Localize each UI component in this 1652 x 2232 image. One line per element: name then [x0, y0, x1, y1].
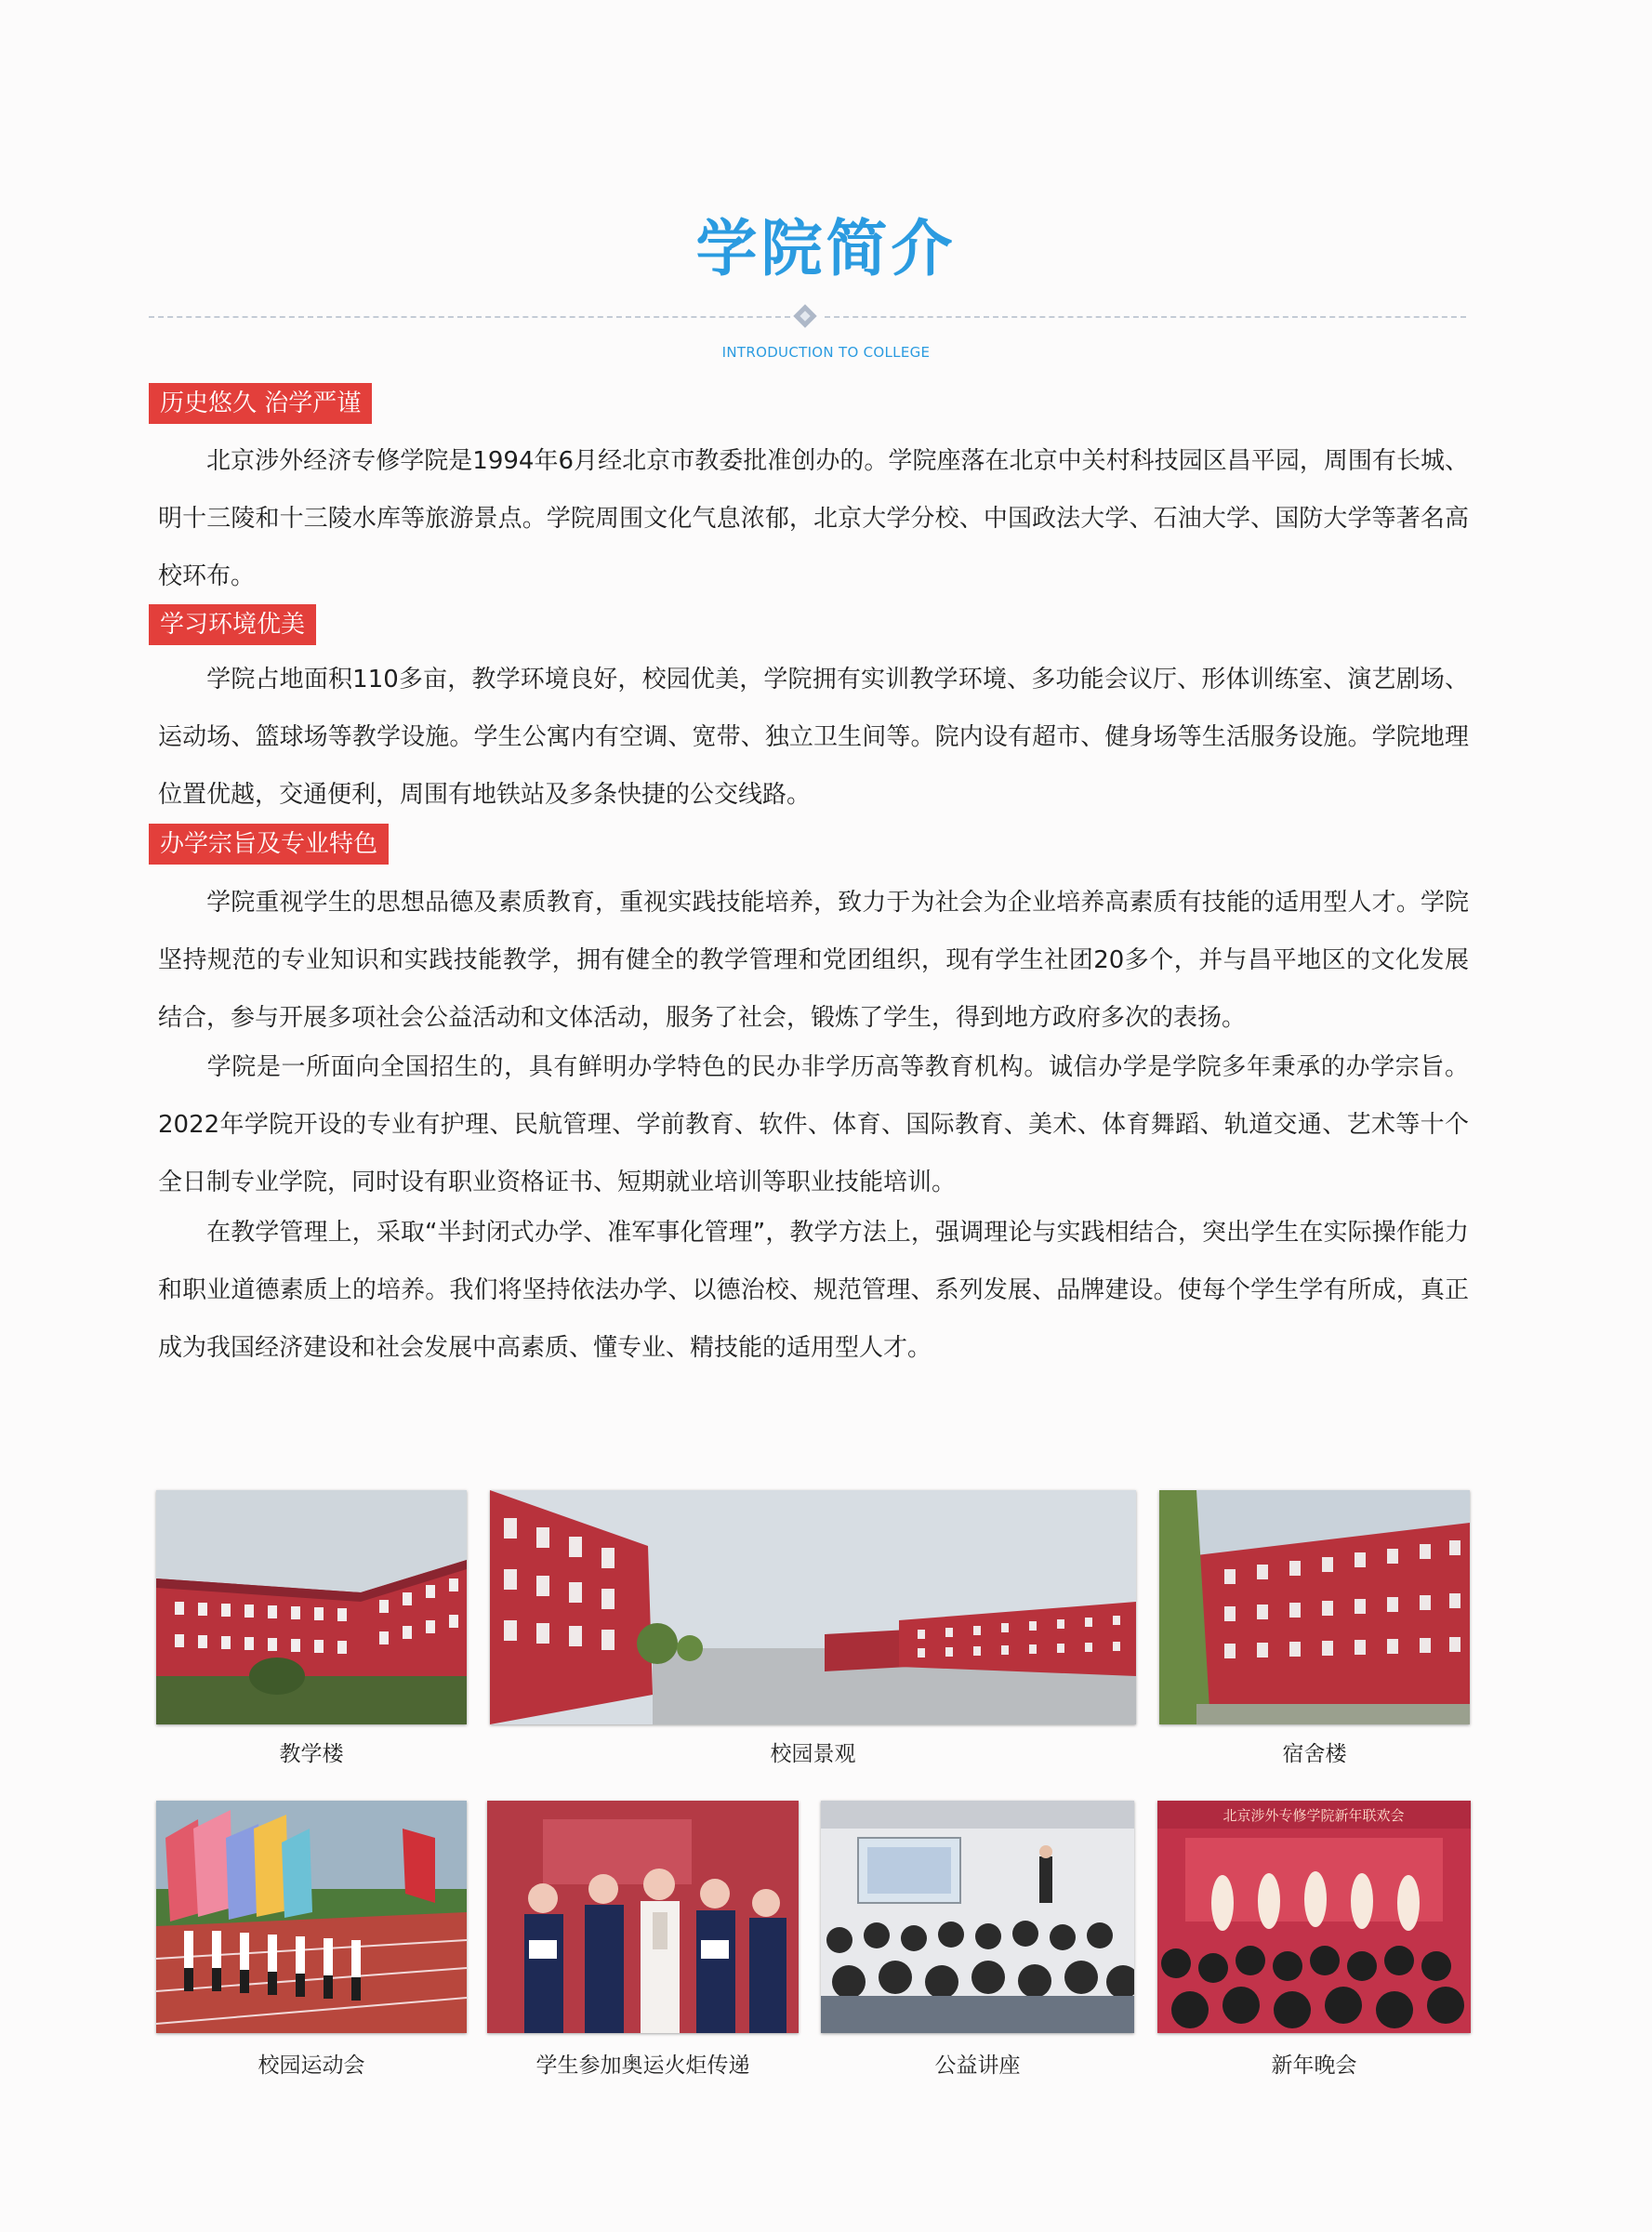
photo-caption: 校园景观: [770, 1742, 856, 1766]
section-paragraph: [158, 1204, 1469, 1377]
photo-new-year-party: [1157, 1801, 1471, 2033]
title-divider-right: [825, 316, 1466, 318]
section-paragraph: [158, 432, 1469, 605]
photo-public-lecture: [821, 1801, 1134, 2033]
photo-caption: 公益讲座: [934, 2054, 1021, 2078]
paragraph-text: 学院占地面积110多亩，教学环境良好，校园优美，学院拥有实训教学环境、多功能会议厅、形体训练室、演艺剧场、运动场、篮球场等教学设施。学生公寓内有空调、宽带、独立卫生间等。院内设有超市、健身场等生活服务设施。学院地理位置优越，交通便利，周围有地铁站及多条快捷的公交线路。: [158, 666, 1469, 809]
photo-teaching-building: [156, 1490, 467, 1724]
page-subtitle: INTRODUCTION TO COLLEGE: [721, 344, 931, 361]
photo-caption: 学生参加奥运火炬传递: [535, 2054, 750, 2078]
section-paragraph: [158, 1038, 1469, 1211]
section-tag-mission: 办学宗旨及专业特色: [149, 824, 389, 865]
page-title: 学院简介: [695, 213, 957, 284]
photo-caption: 新年晚会: [1271, 2054, 1357, 2078]
diamond-ornament-icon: [793, 304, 816, 327]
title-divider-left: [149, 316, 790, 318]
paragraph-text: 在教学管理上，采取“半封闭式办学、准军事化管理”，教学方法上，强调理论与实践相结合，突出学生在实际操作能力和职业道德素质上的培养。我们将坚持依法办学、以德治校、规范管理、系列发展、品牌建设。使每个学生学有所成，真正成为我国经济建设和社会发展中高素质、懂专业、精技能的适用型人才。: [158, 1219, 1469, 1362]
paragraph-text: 北京涉外经济专修学院是1994年6月经北京市教委批准创办的。学院座落在北京中关村科技园区昌平园，周围有长城、明十三陵和十三陵水库等旅游景点。学院周围文化气息浓郁，北京大学分校、中国政法大学、石油大学、国防大学等著名高校环布。: [158, 447, 1469, 590]
section-tag-environment: 学习环境优美: [149, 604, 316, 645]
photo-olympic-torch: [487, 1801, 799, 2033]
section-paragraph: [158, 874, 1469, 1047]
paragraph-text: 学院重视学生的思想品德及素质教育，重视实践技能培养，致力于为社会为企业培养高素质有技能的适用型人才。学院坚持规范的专业知识和实践技能教学，拥有健全的教学管理和党团组织，现有学生社团20多个，并与昌平地区的文化发展结合，参与开展多项社会公益活动和文体活动，服务了社会，锻炼了学生，得到地方政府多次的表扬。: [158, 889, 1469, 1032]
photo-campus-view: [490, 1490, 1136, 1724]
section-paragraph: [158, 651, 1469, 824]
section-tag-history: 历史悠久 治学严谨: [149, 383, 372, 424]
photo-caption: 教学楼: [279, 1742, 344, 1766]
photo-dormitory: [1159, 1490, 1470, 1724]
party-banner-text: 北京涉外专修学院新年联欢会: [1222, 1807, 1405, 1824]
photo-sports-meet: [156, 1801, 467, 2033]
photo-caption: 校园运动会: [258, 2054, 365, 2078]
paragraph-text: 学院是一所面向全国招生的，具有鲜明办学特色的民办非学历高等教育机构。诚信办学是学院多年秉承的办学宗旨。2022年学院开设的专业有护理、民航管理、学前教育、软件、体育、国际教育、美术、体育舞蹈、轨道交通、艺术等十个全日制专业学院，同时设有职业资格证书、短期就业培训等职业技能培训。: [158, 1053, 1469, 1196]
photo-caption: 宿舍楼: [1282, 1742, 1347, 1766]
